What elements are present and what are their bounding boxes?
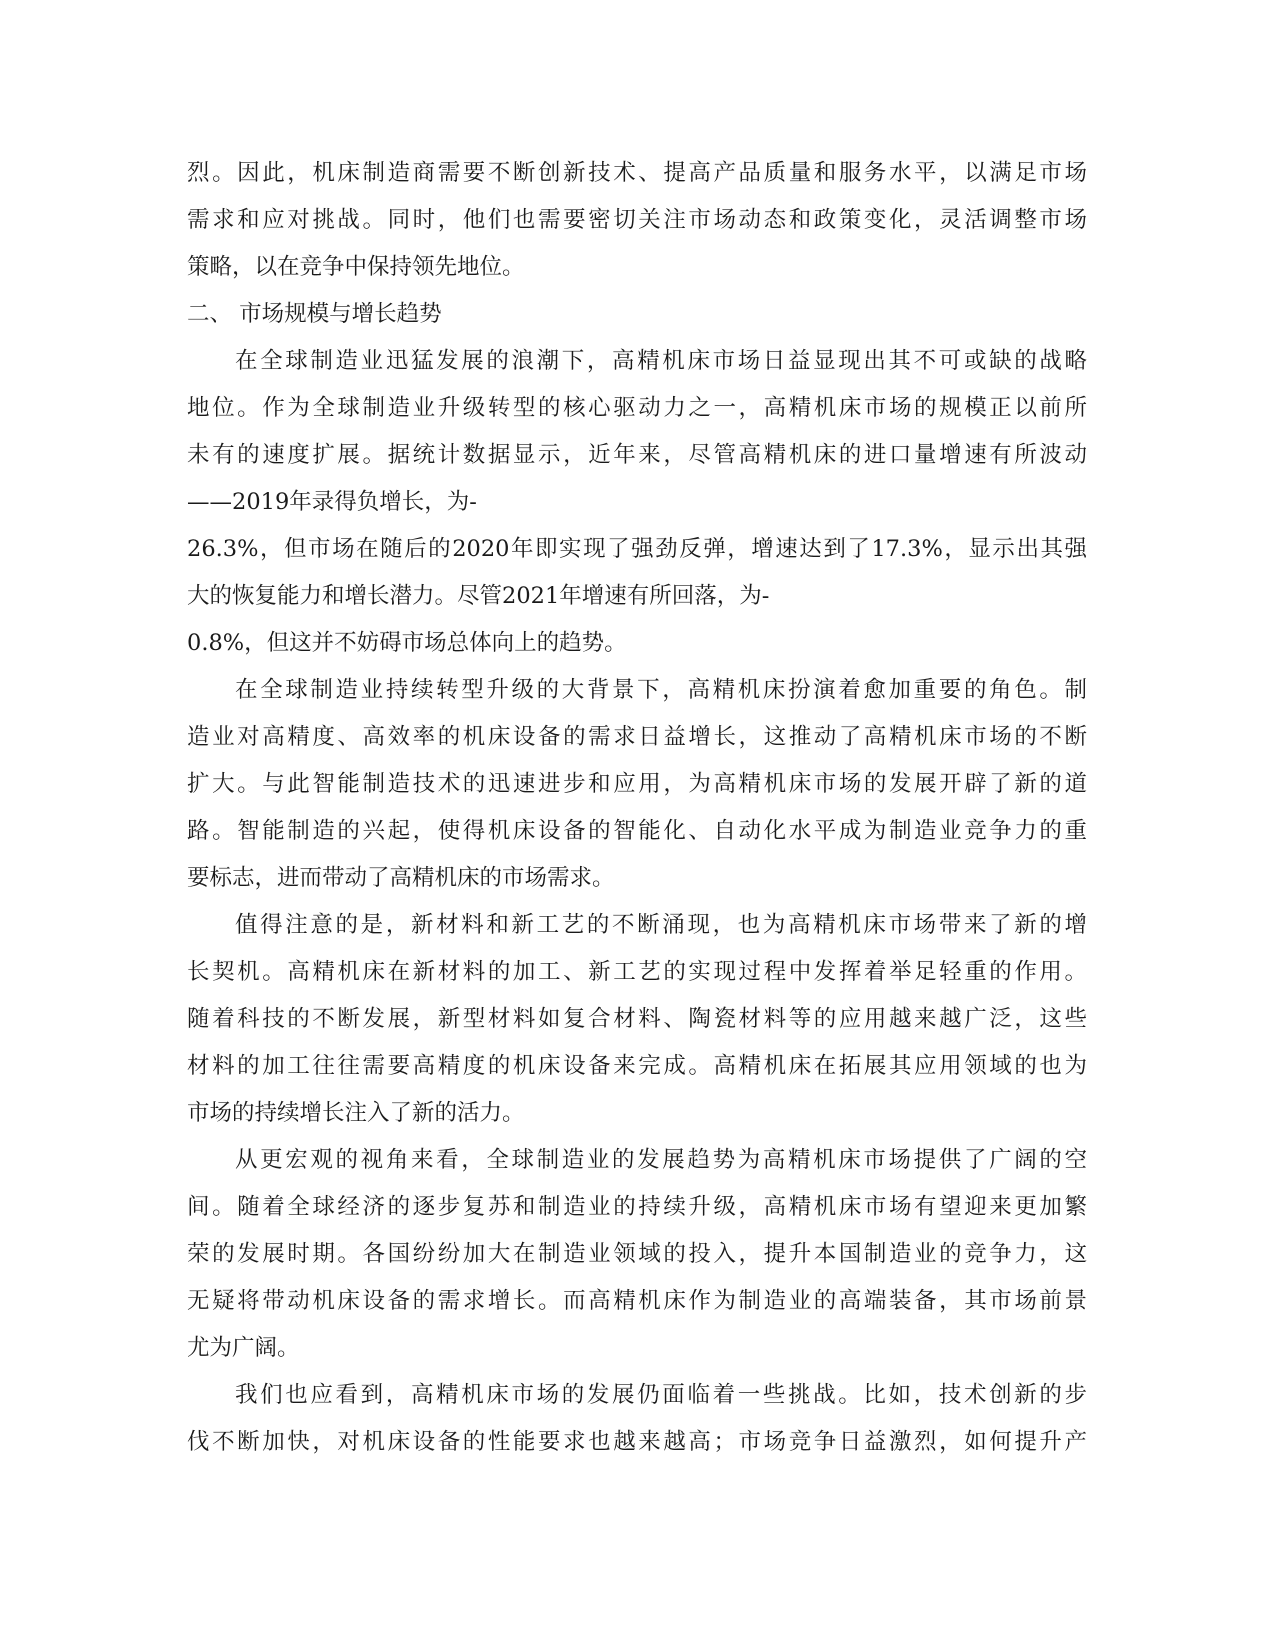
text-line: 26.3%，但市场在随后的2020年即实现了强劲反弹，增速达到了17.3%，显示出其强 [187, 536, 1087, 562]
paragraph-first-line: 在全球制造业持续转型升级的大背景下，高精机床扮演着愈加重要的角色。制 [235, 677, 1087, 703]
text-line: 扩大。与此智能制造技术的迅速进步和应用，为高精机床市场的发展开辟了新的道 [187, 771, 1087, 797]
text-line: 尤为广阔。 [187, 1335, 300, 1361]
paragraph-first-line: 我们也应看到，高精机床市场的发展仍面临着一些挑战。比如，技术创新的步 [235, 1382, 1087, 1408]
text-line: 未有的速度扩展。据统计数据显示，近年来，尽管高精机床的进口量增速有所波动 [187, 442, 1087, 468]
text-line: 要标志，进而带动了高精机床的市场需求。 [187, 865, 615, 891]
text-line: 地位。作为全球制造业升级转型的核心驱动力之一，高精机床市场的规模正以前所 [187, 395, 1087, 421]
body-text [187, 150, 1087, 1466]
text-line: 路。智能制造的兴起，使得机床设备的智能化、自动化水平成为制造业竞争力的重 [187, 818, 1087, 844]
text-line: 无疑将带动机床设备的需求增长。而高精机床作为制造业的高端装备，其市场前景 [187, 1288, 1087, 1314]
text-line: 长契机。高精机床在新材料的加工、新工艺的实现过程中发挥着举足轻重的作用。 [187, 959, 1087, 985]
text-line: 荣的发展时期。各国纷纷加大在制造业领域的投入，提升本国制造业的竞争力，这 [187, 1241, 1087, 1267]
section-heading: 二、 市场规模与增长趋势 [187, 301, 442, 327]
text-line: 0.8%，但这并不妨碍市场总体向上的趋势。 [187, 630, 627, 656]
text-line: 需求和应对挑战。同时，他们也需要密切关注市场动态和政策变化，灵活调整市场 [187, 207, 1087, 233]
text-line: 间。随着全球经济的逐步复苏和制造业的持续升级，高精机床市场有望迎来更加繁 [187, 1194, 1087, 1220]
text-line: ——2019年录得负增长，为- [187, 489, 477, 515]
paragraph-first-line: 值得注意的是，新材料和新工艺的不断涌现，也为高精机床市场带来了新的增 [235, 912, 1087, 938]
text-line: 策略，以在竞争中保持领先地位。 [187, 254, 525, 280]
text-line: 大的恢复能力和增长潜力。尽管2021年增速有所回落，为- [187, 583, 770, 609]
text-line: 材料的加工往往需要高精度的机床设备来完成。高精机床在拓展其应用领域的也为 [187, 1053, 1087, 1079]
paragraph-first-line: 在全球制造业迅猛发展的浪潮下，高精机床市场日益显现出其不可或缺的战略 [235, 348, 1087, 374]
text-line: 市场的持续增长注入了新的活力。 [187, 1100, 525, 1126]
paragraph-first-line: 从更宏观的视角来看，全球制造业的发展趋势为高精机床市场提供了广阔的空 [235, 1147, 1087, 1173]
text-line: 随着科技的不断发展，新型材料如复合材料、陶瓷材料等的应用越来越广泛，这些 [187, 1006, 1087, 1032]
text-line: 造业对高精度、高效率的机床设备的需求日益增长，这推动了高精机床市场的不断 [187, 724, 1087, 750]
text-line: 伐不断加快，对机床设备的性能要求也越来越高；市场竞争日益激烈，如何提升产 [187, 1429, 1087, 1455]
text-line: 烈。因此，机床制造商需要不断创新技术、提高产品质量和服务水平，以满足市场 [187, 160, 1087, 186]
